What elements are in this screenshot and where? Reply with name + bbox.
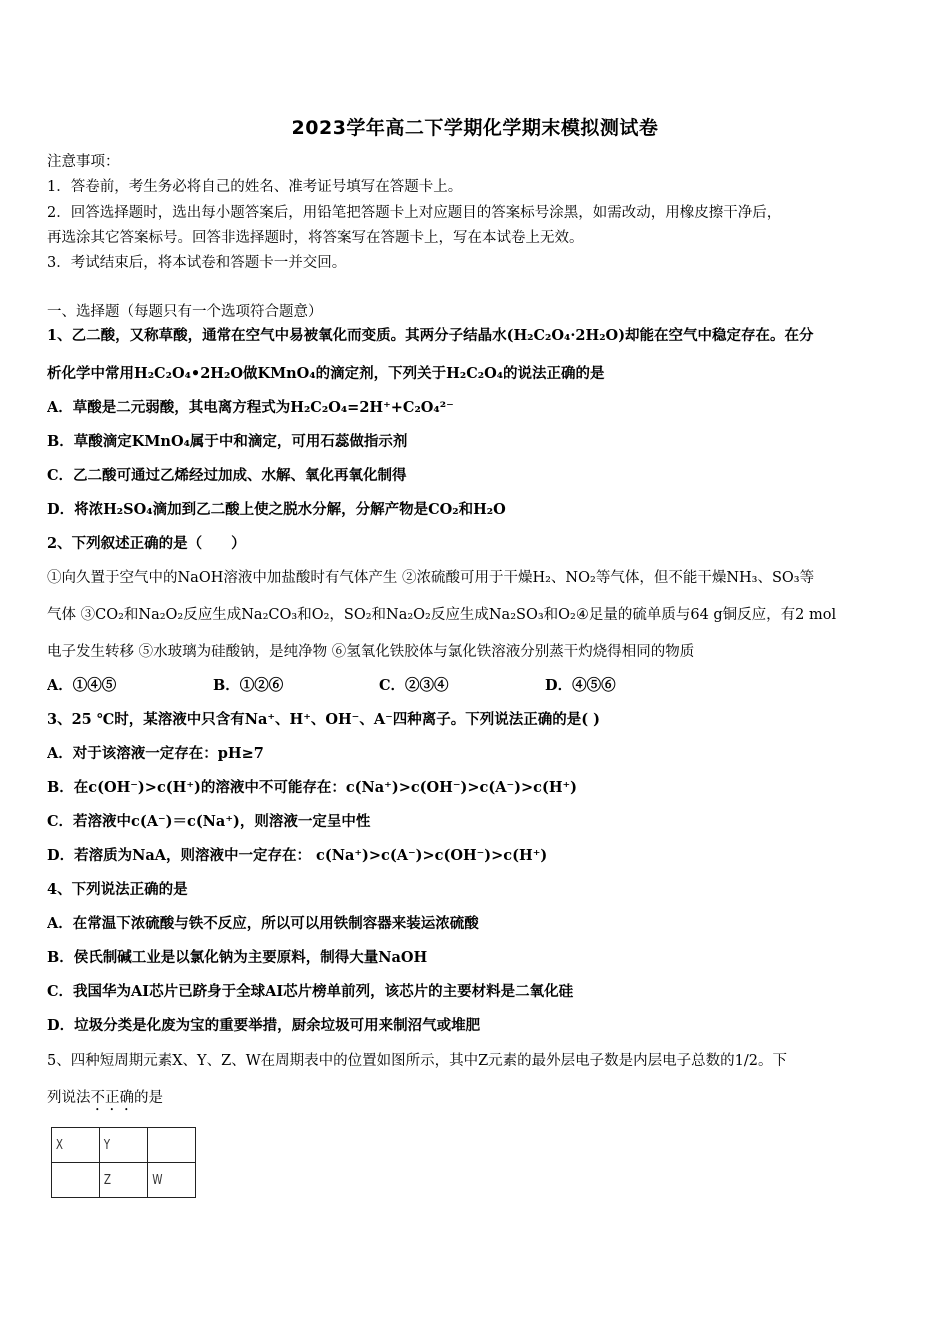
- q5-stem-line2: [47, 1088, 907, 1114]
- q4-option-a: A．在常温下浓硫酸与铁不反应，所以可以用铁制容器来装运浓硫酸: [47, 915, 479, 932]
- page-title: 2023学年高二下学期化学期末模拟测试卷: [291, 117, 659, 139]
- q3-option-b: B．在c(OH⁻)>c(H⁺)的溶液中不可能存在：c(Na⁺)>c(OH⁻)>c(A⁻)>c(H⁺): [47, 779, 578, 796]
- table-cell: [148, 1163, 196, 1198]
- table-cell: [148, 1128, 196, 1163]
- q3-option-a: A．对于该溶液一定存在：pH≥7: [47, 745, 264, 762]
- q2-option-c: C．②③④: [379, 677, 449, 694]
- q3-option-c: C．若溶液中c(A⁻)＝c(Na⁺)，则溶液一定呈中性: [47, 813, 371, 830]
- q1-option-c: C．乙二酸可通过乙烯经过加成、水解、氧化再氧化制得: [47, 467, 407, 484]
- q4-stem: 4、下列说法正确的是: [47, 881, 188, 898]
- q5-stem-part-a: 列说法: [47, 1090, 91, 1106]
- table-cell: [100, 1128, 148, 1163]
- q5-stem-line1: 5、四种短周期元素X、Y、Z、W在周期表中的位置如图所示，其中Z元素的最外层电子数是内层电子总数的1/2。下: [47, 1053, 788, 1069]
- periodic-table-fragment: [51, 1127, 196, 1198]
- q1-stem-line1: 1、乙二酸，又称草酸，通常在空气中易被氧化而变质。其两分子结晶水(H₂C₂O₄·2H₂O)却能在空气中稳定存在。在分: [47, 327, 814, 344]
- table-row: [52, 1163, 196, 1198]
- q1-option-a: A．草酸是二元弱酸，其电离方程式为H₂C₂O₄=2H⁺+C₂O₄²⁻: [47, 399, 454, 416]
- notice-item-3: 3．考试结束后，将本试卷和答题卡一并交回。: [47, 255, 347, 271]
- element-w: W: [152, 1172, 163, 1188]
- notice-item-1: 1．答卷前，考生务必将自己的姓名、准考证号填写在答题卡上。: [47, 179, 463, 195]
- q2-body-line2: 气体 ③CO₂和Na₂O₂反应生成Na₂CO₃和O₂，SO₂和Na₂O₂反应生成Na₂SO₃和O₂④足量的硫单质与64 g铜反应，有2 mol: [47, 607, 837, 623]
- table-cell: [100, 1163, 148, 1198]
- q2-body-line3: 电子发生转移 ⑤水玻璃为硅酸钠，是纯净物 ⑥氢氧化铁胶体与氯化铁溶液分别蒸干灼烧得相同的物质: [47, 644, 695, 660]
- table-cell: [52, 1128, 100, 1163]
- q1-option-b: B．草酸滴定KMnO₄属于中和滴定，可用石蕊做指示剂: [47, 433, 408, 450]
- notice-item-2: 2．回答选择题时，选出每小题答案后，用铅笔把答题卡上对应题目的答案标号涂黑，如需改动，用橡皮擦干净后，: [47, 205, 782, 221]
- element-z: Z: [103, 1172, 112, 1188]
- q2-stem: 2、下列叙述正确的是（ ）: [47, 535, 246, 552]
- q2-option-a: A．①④⑤: [47, 677, 117, 694]
- element-y: Y: [103, 1137, 111, 1153]
- q5-stem-part-b: 的是: [134, 1090, 163, 1106]
- q1-option-d: D．将浓H₂SO₄滴加到乙二酸上使之脱水分解，分解产物是CO₂和H₂O: [47, 501, 506, 518]
- q2-option-d: D．④⑤⑥: [545, 677, 616, 694]
- q1-stem-line2: 析化学中常用H₂C₂O₄•2H₂O做KMnO₄的滴定剂，下列关于H₂C₂O₄的说法正确的是: [47, 365, 605, 382]
- q2-options: [47, 676, 907, 696]
- notice-item-2-cont: 再选涂其它答案标号。回答非选择题时，将答案写在答题卡上，写在本试卷上无效。: [47, 230, 584, 246]
- section-heading: 一、选择题（每题只有一个选项符合题意）: [47, 304, 323, 320]
- q2-body-line1: ①向久置于空气中的NaOH溶液中加盐酸时有气体产生 ②浓硫酸可用于干燥H₂、NO₂等气体，但不能干燥NH₃、SO₃等: [47, 570, 815, 586]
- q3-option-d: D．若溶质为NaA，则溶液中一定存在： c(Na⁺)>c(A⁻)>c(OH⁻)>c(H⁺): [47, 847, 548, 864]
- element-x: X: [55, 1137, 64, 1153]
- q4-option-c: C．我国华为AI芯片已跻身于全球AI芯片榜单前列，该芯片的主要材料是二氧化硅: [47, 983, 574, 1000]
- notice-heading: 注意事项：: [47, 154, 120, 170]
- table-row: [52, 1128, 196, 1163]
- q3-stem: 3、25 ℃时，某溶液中只含有Na⁺、H⁺、OH⁻、A⁻四种离子。下列说法正确的是( ): [47, 711, 601, 728]
- q4-option-b: B．侯氏制碱工业是以氯化钠为主要原料，制得大量NaOH: [47, 949, 428, 966]
- q2-option-b: B．①②⑥: [213, 677, 284, 694]
- q4-option-d: D．垃圾分类是化废为宝的重要举措，厨余垃圾可用来制沼气或堆肥: [47, 1017, 481, 1034]
- table-cell: [52, 1163, 100, 1198]
- q5-emphasis-not-correct: 不正确: [90, 1090, 134, 1106]
